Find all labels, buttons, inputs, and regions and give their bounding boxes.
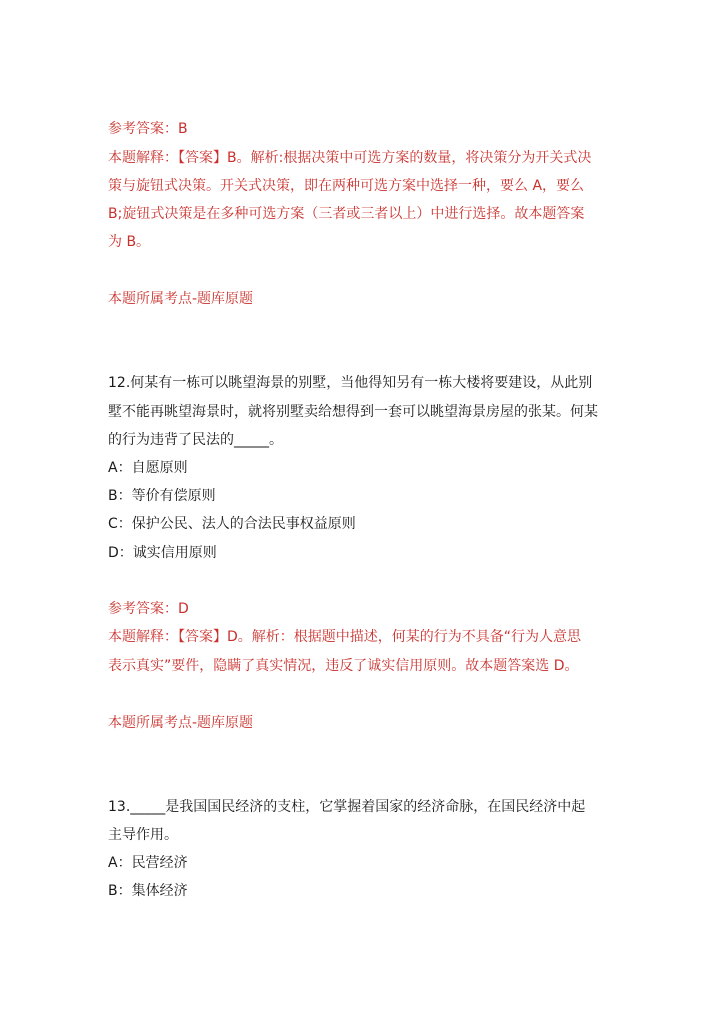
q11-explanation-line: B;旋钮式决策是在多种可选方案（三者或三者以上）中进行选择。故本题答案: [108, 206, 585, 222]
q12-explanation-line: 表示真实”要件，隐瞒了真实情况，违反了诚实信用原则。故本题答案选 D。: [108, 658, 579, 674]
q12-option-d: D：诚实信用原则: [108, 545, 217, 561]
q12-option-a: A：自愿原则: [108, 460, 188, 476]
q12-stem-line: 12.何某有一栋可以眺望海景的别墅，当他得知另有一栋大楼将要建设，从此别: [108, 375, 593, 391]
q12-option-b: B：等价有偿原则: [108, 488, 216, 504]
q13-stem-line: 13._____是我国国民经济的支柱，它掌握着国家的经济命脉，在国民经济中起: [108, 799, 586, 815]
q11-topic: 本题所属考点-题库原题: [108, 291, 254, 307]
q11-explanation-line: 策与旋钮式决策。开关式决策，即在两种可选方案中选择一种，要么 A，要么: [108, 178, 585, 194]
q13-stem-line: 主导作用。: [108, 827, 178, 843]
q11-answer: 参考答案：B: [108, 121, 188, 137]
q12-stem-line: 墅不能再眺望海景时，就将别墅卖给想得到一套可以眺望海景房屋的张某。何某: [108, 404, 598, 420]
q12-explanation-line: 本题解释：【答案】D。解析：根据题中描述，何某的行为不具备“行为人意思: [108, 629, 582, 645]
q11-explanation-line: 本题解释：【答案】B。解析:根据决策中可选方案的数量，将决策分为开关式决: [108, 150, 592, 166]
q13-option-a: A：民营经济: [108, 855, 188, 871]
q12-topic: 本题所属考点-题库原题: [108, 715, 254, 731]
q11-explanation-line: 为 B。: [108, 234, 151, 250]
q12-option-c: C：保护公民、法人的合法民事权益原则: [108, 516, 356, 532]
q12-stem-line: 的行为违背了民法的_____。: [108, 432, 283, 448]
q13-option-b: B：集体经济: [108, 883, 188, 899]
q12-answer: 参考答案：D: [108, 601, 189, 617]
